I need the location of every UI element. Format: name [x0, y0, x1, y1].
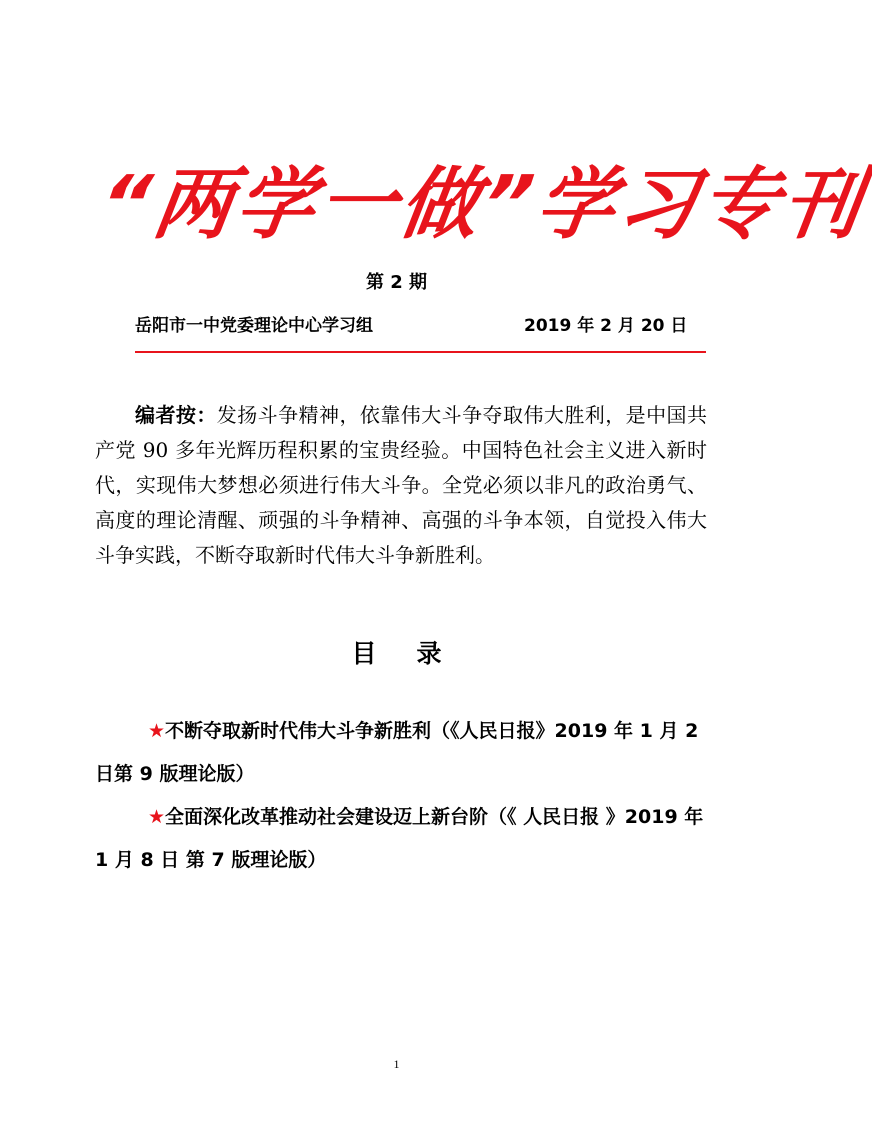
organization-name: 岳阳市一中党委理论中心学习组 [135, 316, 373, 336]
contents-item-text: 全面深化改革推动社会建设迈上新台阶（《 人民日报 》2019 年 1 月 8 日 第 7 版理论版） [95, 806, 704, 871]
contents-item-text: 不断夺取新时代伟大斗争新胜利（《人民日报》2019 年 1 月 2 日第 9 版理论版） [95, 720, 699, 785]
header-divider [135, 351, 706, 353]
star-icon: ★ [148, 806, 166, 828]
contents-item [95, 796, 707, 882]
publication-date: 2019 年 2 月 20 日 [524, 316, 688, 336]
editor-note [95, 398, 707, 573]
contents-item [95, 710, 707, 796]
editor-note-text: 发扬斗争精神，依靠伟大斗争夺取伟大胜利，是中国共产党 90 多年光辉历程积累的宝贵经验。中国特色社会主义进入新时代，实现伟大梦想必须进行伟大斗争。全党必须以非凡的政治勇气、高度的理论清醒、顽强的斗争精神、高强的斗争本领，自觉投入伟大斗争实践，不断夺取新时代伟大斗争新胜利。 [95, 403, 708, 567]
editor-note-label: 编者按： [135, 403, 217, 427]
issue-number: 第 2 期 [365, 272, 428, 293]
contents-title-left: 目 [351, 639, 377, 668]
star-icon: ★ [148, 720, 166, 742]
contents-title [0, 636, 793, 672]
contents-title-right: 录 [416, 639, 442, 668]
page-number: 1 [393, 1057, 400, 1071]
masthead-title: “两学一做”学习专刊 [93, 160, 871, 250]
